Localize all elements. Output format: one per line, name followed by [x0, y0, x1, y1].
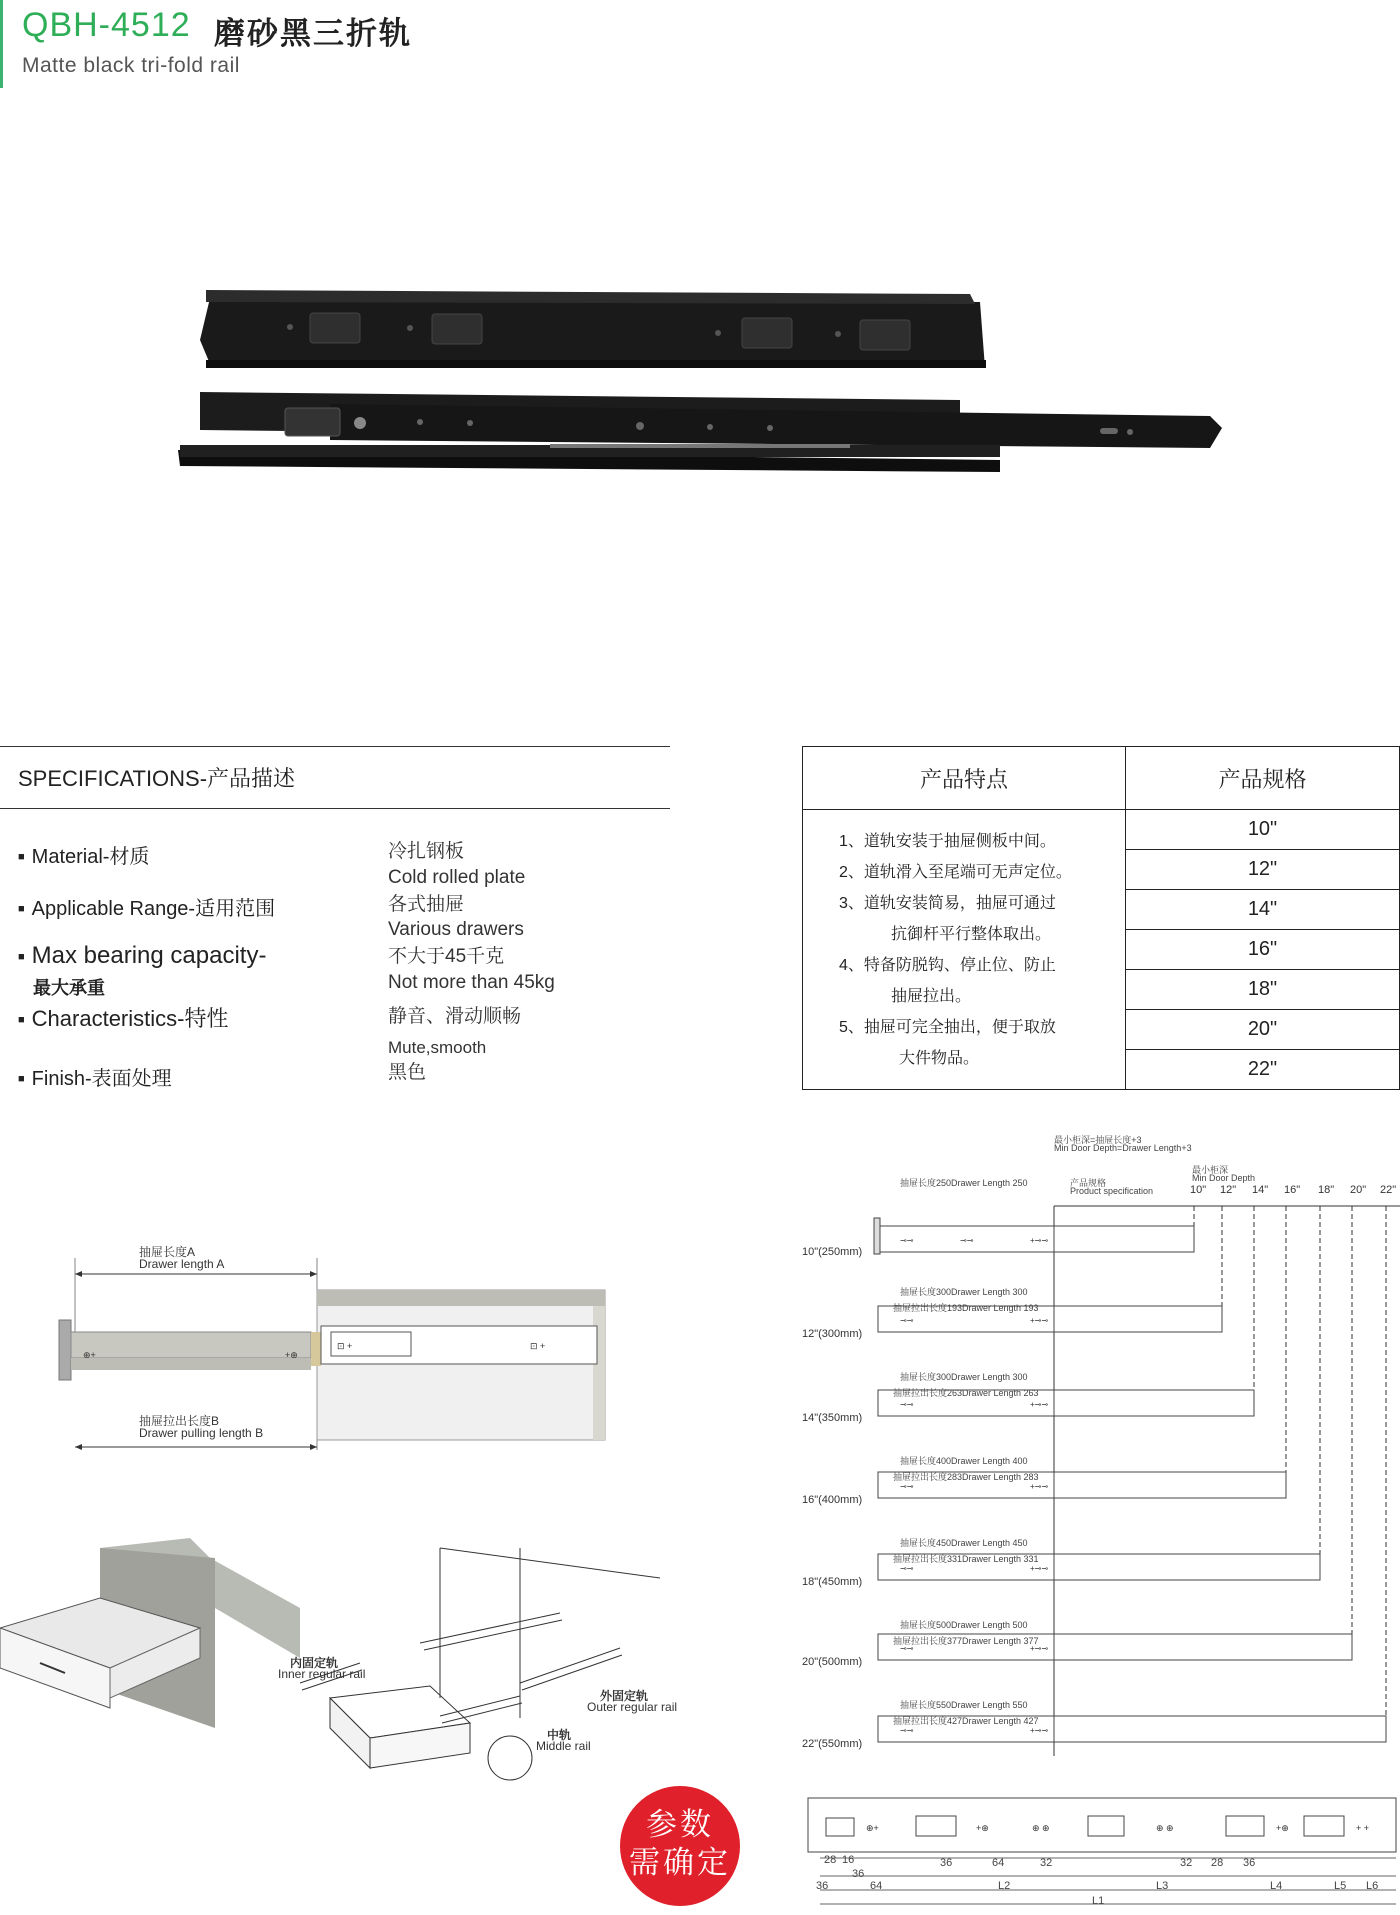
hole-dim: 64: [870, 1880, 883, 1892]
pull-length-note: 抽屉拉出长度377Drawer Length 377: [893, 1636, 1039, 1646]
spec-label-material: ■ Material-材质: [18, 840, 149, 869]
spec-value-range-cn: 各式抽屉: [388, 894, 465, 915]
size-col-header: 22": [1380, 1184, 1397, 1196]
length-a-cn: 抽屉长度A: [139, 1245, 196, 1259]
drawer-length-note: 抽屉长度250Drawer Length 250: [900, 1178, 1028, 1188]
svg-text:⊸⊸: ⊸⊸: [900, 1236, 914, 1245]
hole-dim-total: L1: [1092, 1895, 1105, 1907]
spec-label-finish: ■ Finish-表面处理: [18, 1062, 172, 1091]
outer-rail-cn: 外固定轨: [600, 1689, 649, 1703]
min-depth-top-cn: 最小柜深=抽屉长度+3: [1054, 1135, 1142, 1145]
size-row-label: 12"(300mm): [802, 1328, 863, 1340]
svg-text:+⊸⊸: +⊸⊸: [1030, 1400, 1049, 1409]
svg-text:⊸⊸: ⊸⊸: [900, 1316, 914, 1325]
drawer-length-note: 抽屉长度300Drawer Length 300: [900, 1372, 1028, 1382]
spec-label-en: Product specification: [1070, 1186, 1154, 1196]
size-row-label: 16"(400mm): [802, 1494, 863, 1506]
svg-text:⊕ ⊕: ⊕ ⊕: [1156, 1823, 1174, 1833]
product-name-cn: 磨砂黑三折轨: [214, 16, 412, 51]
size-row-label: 10"(250mm): [802, 1246, 863, 1258]
svg-text:+⊸⊸: +⊸⊸: [1030, 1644, 1049, 1653]
inner-rail-en: Inner regular rail: [278, 1667, 366, 1681]
svg-text:+⊸⊸: +⊸⊸: [1030, 1564, 1049, 1573]
spec-label-characteristics: ■ Characteristics-特性: [18, 1002, 228, 1033]
drawer-length-note: 抽屉长度450Drawer Length 450: [900, 1538, 1028, 1548]
feature-line: 大件物品。: [899, 1049, 980, 1067]
size-col-header: 18": [1318, 1184, 1335, 1196]
svg-text:⊸⊸: ⊸⊸: [900, 1482, 914, 1491]
spec-cell: 16": [1126, 930, 1400, 970]
spec-title: SPECIFICATIONS-产品描述: [18, 766, 296, 791]
hole-dim: 28: [824, 1854, 837, 1866]
spec-label-range: ■ Applicable Range-适用范围: [18, 892, 275, 921]
hole-dim: 36: [1243, 1857, 1256, 1869]
svg-text:⊸⊸: ⊸⊸: [900, 1644, 914, 1653]
feature-line: 5、抽屉可完全抽出，便于取放: [839, 1018, 1056, 1036]
spec-cell: 12": [1126, 850, 1400, 890]
svg-text:+⊸⊸: +⊸⊸: [1030, 1726, 1049, 1735]
spec-cell: 10": [1126, 810, 1400, 850]
spec-value-characteristics-en: Mute,smooth: [388, 1038, 487, 1057]
size-col-header: 16": [1284, 1184, 1301, 1196]
confirm-badge: [620, 1786, 740, 1906]
size-row-label: 20"(500mm): [802, 1656, 863, 1668]
svg-text:⊡ +: ⊡ +: [337, 1341, 353, 1351]
svg-text:+ +: + +: [1356, 1823, 1370, 1833]
exploded-sketch: [300, 1548, 660, 1780]
size-chart-graphic: [800, 1196, 1400, 1766]
spec-value-finish-cn: 黑色: [388, 1062, 427, 1083]
svg-text:⊡ +: ⊡ +: [530, 1341, 546, 1351]
length-b-cn: 抽屉拉出长度B: [139, 1414, 220, 1428]
spec-value-range-en: Various drawers: [388, 919, 524, 940]
spec-label-cn: 产品规格: [1070, 1178, 1107, 1188]
svg-text:⊸⊸: ⊸⊸: [900, 1400, 914, 1409]
spec-value-material-cn: 冷扎钢板: [388, 841, 465, 862]
feature-line: 抽屉拉出。: [891, 987, 972, 1005]
spec-value-capacity-cn: 不大于45千克: [388, 946, 505, 967]
svg-text:⊸⊸: ⊸⊸: [900, 1564, 914, 1573]
table-header-features: 产品特点: [803, 747, 1126, 810]
svg-text:+⊕: +⊕: [1276, 1823, 1289, 1833]
drawer-length-note: 抽屉长度500Drawer Length 500: [900, 1620, 1028, 1630]
feature-line: 3、道轨安装简易，抽屉可通过: [839, 894, 1056, 912]
outer-rail-en: Outer regular rail: [587, 1700, 678, 1714]
size-col-header: 12": [1220, 1184, 1237, 1196]
hole-dim: 32: [1040, 1857, 1053, 1869]
spec-label-capacity-cont: 最大承重: [33, 978, 105, 998]
svg-text:⊸⊸: ⊸⊸: [900, 1726, 914, 1735]
spec-label-capacity: [18, 942, 266, 970]
hole-dim: 36: [940, 1857, 953, 1869]
install-sketch: [0, 1518, 720, 1798]
min-depth-top-en: Min Door Depth=Drawer Length+3: [1054, 1143, 1192, 1153]
feature-line: 1、道轨安装于抽屉侧板中间。: [839, 832, 1056, 850]
pull-length-note: 抽屉拉出长度427Drawer Length 427: [893, 1716, 1039, 1726]
min-depth-en: Min Door Depth: [1192, 1173, 1256, 1183]
product-code: QBH-4512: [22, 6, 191, 44]
spec-label-capacity-text: Max bearing capacity-: [31, 942, 267, 969]
size-row-label: 18"(450mm): [802, 1576, 863, 1588]
feature-line: 抗御杆平行整体取出。: [891, 925, 1052, 943]
hole-dim: 36: [816, 1880, 829, 1892]
svg-text:⊸⊸: ⊸⊸: [960, 1236, 974, 1245]
svg-text:⊕+: ⊕+: [83, 1350, 96, 1360]
pull-length-note: 抽屉拉出长度331Drawer Length 331: [893, 1554, 1039, 1564]
spec-top-rule: [0, 746, 670, 747]
min-depth-cn: 最小柜深: [1192, 1165, 1229, 1175]
spec-value-material-en: Cold rolled plate: [388, 867, 526, 888]
feature-line: 2、道轨滑入至尾端可无声定位。: [839, 863, 1072, 881]
feature-table: [802, 746, 1400, 1090]
upper-rail: [200, 290, 986, 368]
svg-text:+⊸⊸: +⊸⊸: [1030, 1482, 1049, 1491]
svg-text:+⊕: +⊕: [285, 1350, 298, 1360]
feature-list: [803, 810, 1126, 1090]
product-photo: [170, 280, 1230, 490]
cabinet-sketch: [0, 1538, 300, 1728]
spec-cell: 20": [1126, 1010, 1400, 1050]
length-b-en: Drawer pulling length B: [139, 1426, 264, 1440]
feature-line: 4、特备防脱钩、停止位、防止: [839, 956, 1056, 974]
pull-length-note: 抽屉拉出长度263Drawer Length 263: [893, 1388, 1039, 1398]
svg-text:+⊸⊸: +⊸⊸: [1030, 1236, 1049, 1245]
hole-dim: L6: [1366, 1880, 1379, 1892]
svg-text:+⊕: +⊕: [976, 1823, 989, 1833]
hole-dim: 16: [842, 1854, 855, 1866]
size-col-header: 10": [1190, 1184, 1207, 1196]
spec-value-characteristics-cn: 静音、滑动顺畅: [388, 1006, 522, 1027]
lower-rail: [178, 392, 1222, 472]
accent-bar: [0, 0, 3, 88]
drawer-length-note: 抽屉长度400Drawer Length 400: [900, 1456, 1028, 1466]
badge-line2: 需确定: [629, 1845, 731, 1880]
svg-text:+⊸⊸: +⊸⊸: [1030, 1316, 1049, 1325]
hole-dim: L4: [1270, 1880, 1283, 1892]
spec-title-rule: [0, 808, 670, 809]
spec-value-capacity-en: Not more than 45kg: [388, 972, 555, 993]
size-row-label: 22"(550mm): [802, 1738, 863, 1750]
hole-dim: L2: [998, 1880, 1011, 1892]
middle-rail-en: Middle rail: [536, 1739, 591, 1753]
svg-text:⊕+: ⊕+: [866, 1823, 879, 1833]
hole-dim: 64: [992, 1857, 1005, 1869]
hole-dim: L5: [1334, 1880, 1347, 1892]
pull-length-note: 抽屉拉出长度283Drawer Length 283: [893, 1472, 1039, 1482]
size-col-header: 20": [1350, 1184, 1367, 1196]
spec-cell: 22": [1126, 1050, 1400, 1090]
inner-rail-cn: 内固定轨: [290, 1656, 339, 1670]
svg-text:⊕ ⊕: ⊕ ⊕: [1032, 1823, 1050, 1833]
middle-rail-cn: 中轨: [547, 1728, 572, 1742]
spec-cell: 14": [1126, 890, 1400, 930]
hole-dim: 32: [1180, 1857, 1193, 1869]
length-a-en: Drawer length A: [139, 1257, 225, 1271]
hole-dim: L3: [1156, 1880, 1169, 1892]
product-name-en: Matte black tri-fold rail: [22, 54, 240, 77]
badge-line1: 参数: [646, 1807, 714, 1842]
spec-cell: 18": [1126, 970, 1400, 1010]
size-col-header: 14": [1252, 1184, 1269, 1196]
size-row-label: 14"(350mm): [802, 1412, 863, 1424]
drawer-length-note: 抽屉长度550Drawer Length 550: [900, 1700, 1028, 1710]
pull-length-note: 抽屉拉出长度193Drawer Length 193: [893, 1303, 1039, 1313]
table-header-specs: 产品规格: [1126, 747, 1400, 810]
drawer-length-note: 抽屉长度300Drawer Length 300: [900, 1287, 1028, 1297]
hole-dim: 28: [1211, 1857, 1224, 1869]
hole-dim: 36: [852, 1868, 865, 1880]
